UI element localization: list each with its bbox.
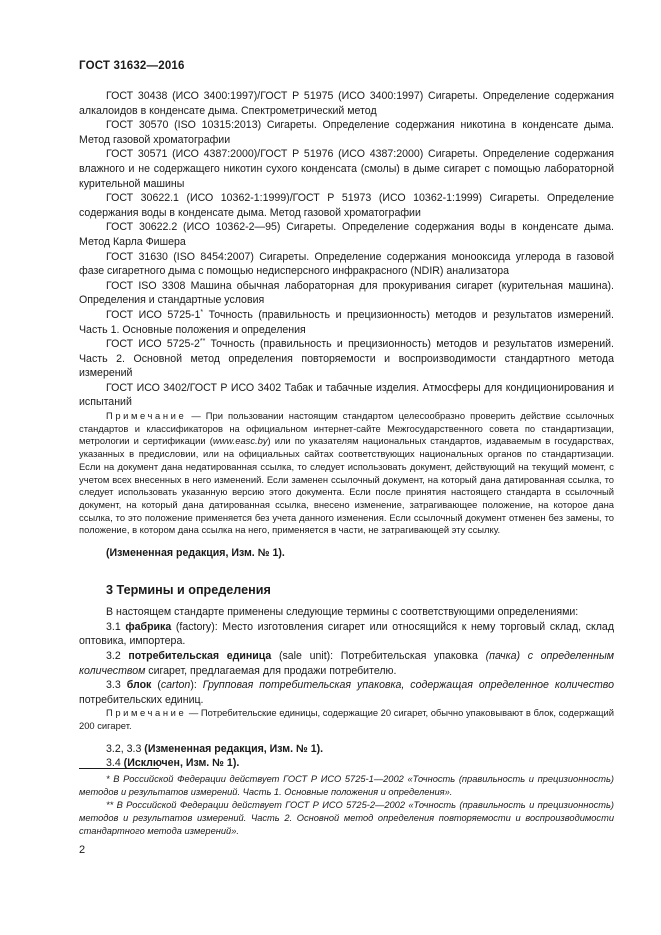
reference-item: ГОСТ 30571 (ИСО 4387:2000)/ГОСТ Р 51976 (ИСО 4387:2000) Сигареты. Определение содержания влажного и не содержащего никотин сухого конденсата (смолы) в дыме сигарет с помощью лабораторной курительной машины [79, 148, 614, 190]
note-references: Примечание — При пользовании настоящим стандартом целесообразно проверить действие ссылочных стандартов и классификаторов на официальном интернет-сайте Межгосударственного совета по стандартизации, метрологии и сертификации (www.easc.by) или по указателям национальных стандартов, издаваемым в государствах, указанных в предисловии, или на официальных сайтах соответствующих национальных органов по стандартизации. Если на документ дана недатированная ссылка, то следует использовать документ, действующий на текущий момент, с учетом всех внесенных в него изменений. Если заменен ссылочный документ, на который дана датированная ссылка, то следует использовать указанную версию этого документа. Если после принятия настоящего стандарта в ссылочный документ, на который дана датированная ссылка, внесено изменение, затрагивающее положение, на которое дана ссылка, то это положение применяется без учета данного изменения. Если ссылочный документ отменен без замены, то положение, в котором дана ссылка на него, применяется в части, не затрагивающей эту ссылку. [79, 410, 614, 536]
amendment-3-4: 3.4 (Исключен, Изм. № 1). [106, 757, 240, 770]
reference-title: Точность (правильность и прецизионность) методов и результатов измерений. Часть 1. Основные положения и определения [79, 308, 614, 336]
term-name: фабрика [125, 620, 172, 633]
footnote-item: * В Российской Федерации действует ГОСТ Р ИСО 5725-1—2002 «Точность (правильность и прецизионность) методов и результатов измерений. Часть 1. Основные положения и определения». [79, 774, 614, 797]
reference-item: ГОСТ 30570 (ISO 10315:2013) Сигареты. Определение содержания никотина в конденсате дыма. Метод газовой хроматографии [79, 119, 614, 146]
section-intro: В настоящем стандарте применены следующие термины с соответствующими определениями: [106, 606, 579, 619]
amendment-3-2-3-3: 3.2, 3.3 (Измененная редакция, Изм. № 1). [106, 742, 324, 755]
reference-item: ГОСТ 31630 (ISO 8454:2007) Сигареты. Определение содержания монооксида углерода в газовой фазе сигаретного дыма с помощью недисперсного инфракрасного (NDIR) анализатора [79, 250, 614, 278]
reference-title: Точность (правильность и прецизионность) методов и результатов измерений. Часть 2. Основной метод определения повторяемости и воспроизводимости стандартного метода измерений [79, 338, 614, 380]
reference-item-iso-5725-1 [79, 308, 614, 337]
standard-code-header: ГОСТ 31632—2016 [79, 60, 185, 72]
amendment-note: (Измененная редакция, Изм. № 1). [106, 547, 285, 560]
reference-code: ГОСТ ИСО 5725-2 [106, 338, 200, 351]
note-label: Примечание [106, 410, 187, 422]
website-link: www.easc.by [212, 435, 268, 447]
reference-code: ГОСТ ИСО 5725-1 [106, 308, 201, 321]
term-name: блок [126, 679, 152, 692]
footnote-mark: ** [199, 338, 206, 346]
note-units: Примечание — Потребительские единицы, содержащие 20 сигарет, обычно упаковывают в блок, содержащий 200 сигарет. [79, 707, 614, 732]
term-3-3: 3.3 блок (carton): Групповая потребительская упаковка, содержащая определенное количество потребительских единиц. [79, 679, 614, 706]
term-3-1: 3.1 фабрика (factory): Место изготовления сигарет или относящийся к нему торговый склад, склад оптовика, импортера. [79, 620, 614, 648]
reference-item: ГОСТ ИСО 3402/ГОСТ Р ИСО 3402 Табак и табачные изделия. Атмосферы для кондиционирования и испытаний [79, 381, 614, 409]
reference-item-iso-5725-2 [79, 337, 614, 381]
page-number: 2 [79, 844, 86, 856]
reference-item: ГОСТ 30438 (ИСО 3400:1997)/ГОСТ Р 51975 (ИСО 3400:1997) Сигареты. Определение содержания алкалоидов в конденсате дыма. Спектрометрический метод [79, 90, 614, 117]
term-name: потребительская единица [128, 650, 272, 663]
document-body [79, 89, 614, 771]
reference-item: ГОСТ 30622.1 (ИСО 10362-1:1999)/ГОСТ Р 51973 (ИСО 10362-1:1999) Сигареты. Определение содержания воды в конденсате дыма. Метод газовой хроматографии [79, 192, 614, 219]
note-label: Примечание [106, 707, 187, 719]
reference-item: ГОСТ ISO 3308 Машина обычная лабораторная для прокуривания сигарет (курительная машина). Определения и стандартные условия [79, 279, 614, 307]
footnote-divider [79, 768, 159, 769]
footnote-item: ** В Российской Федерации действует ГОСТ Р ИСО 5725-2—2002 «Точность (правильность и прецизионность) методов и результатов измерений. Часть 2. Основной метод определения повторяемости и воспроизводимости стандартного метода измерений». [79, 800, 614, 836]
footnote-mark: * [200, 308, 204, 316]
section-title: 3 Термины и определения [106, 582, 271, 597]
footnotes [79, 773, 614, 838]
reference-item: ГОСТ 30622.2 (ИСО 10362-2—95) Сигареты. Определение содержания воды в конденсате дыма. Метод Карла Фишера [79, 221, 614, 248]
term-3-2: 3.2 потребительская единица (sale unit): Потребительская упаковка (пачка) с определенным количеством сигарет, предлагаемая для продажи потребителю. [79, 650, 615, 677]
